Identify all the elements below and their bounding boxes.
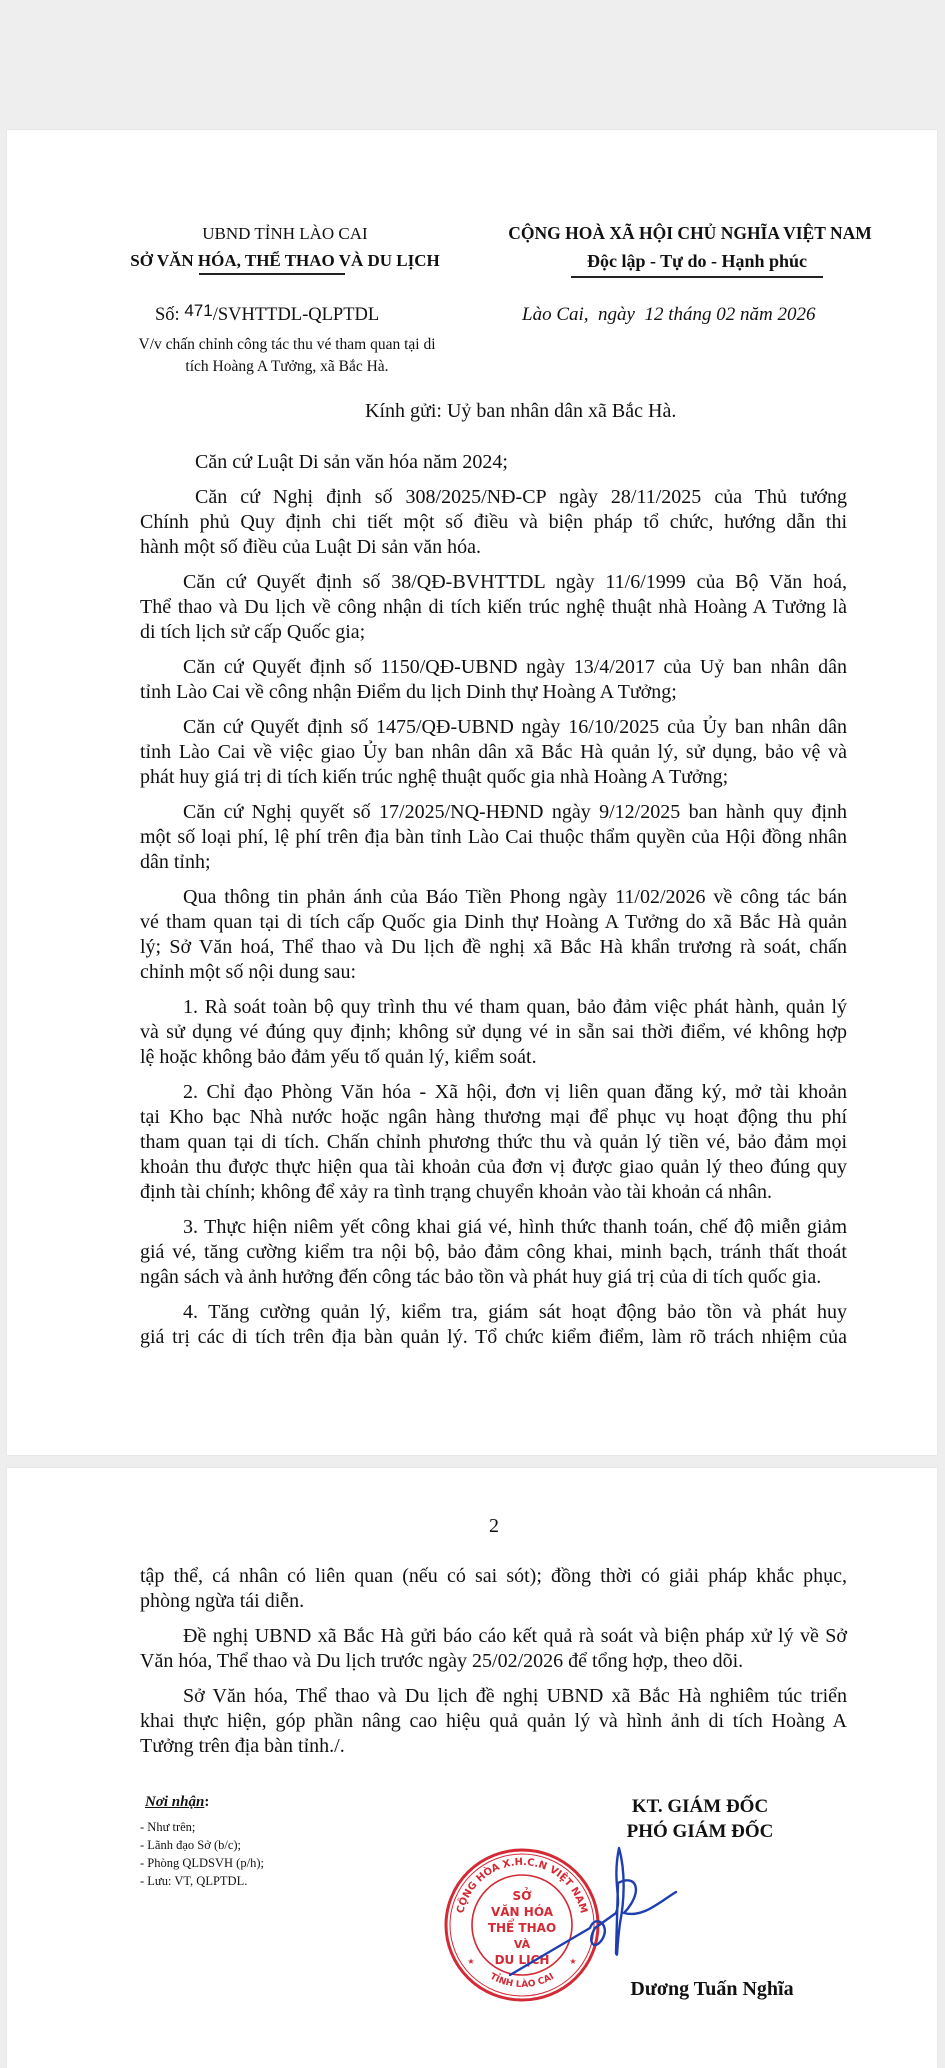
paragraph-line: định tài chính; không để xảy ra tình trạng chuyển khoản vào tài khoản cá nhân. [140,1181,773,1203]
paragraph [140,715,847,790]
paragraph [140,1624,847,1674]
subject-line: tích Hoàng A Tưởng, xã Bắc Hà. [185,358,389,375]
subject-line: V/v chấn chỉnh công tác thu vé tham quan tại di [138,336,436,353]
paragraph [140,885,847,985]
issuing-department: SỞ VĂN HÓA, THỂ THAO VÀ DU LỊCH [130,251,440,270]
stamp-bottom-textpath: TỈNH LÀO CAI [488,1971,556,1991]
paragraph-line: Căn cứ Quyết định số 38/QĐ-BVHTTDL ngày 11/6/1999 của Bộ Văn hoá, [183,571,847,593]
paragraph-line: 1. Rà soát toàn bộ quy trình thu vé tham quan, bảo đảm việc phát hành, quản lý [183,996,847,1018]
paragraph-line: giá vé, tăng cường kiểm tra nội bộ, bảo đảm công khai, minh bạch, tránh thất thoát [140,1241,847,1263]
paragraph [140,800,847,875]
paragraph-line: Căn cứ Luật Di sản văn hóa năm 2024; [195,451,508,473]
paragraph-line: tham quan tại di tích. Chấn chỉnh phương thức thu và quản lý tiền vé, bảo đảm mọi [140,1131,847,1153]
paragraph-line: và sử dụng vé đúng quy định; không sử dụng vé in sẵn sai thời điểm, vé không hợp [140,1021,847,1043]
recipient-item: - Lưu: VT, QLPTDL. [140,1874,248,1888]
document-number-suffix: /SVHTTDL-QLPTDL [212,305,380,325]
paragraph-line: Tưởng trên địa bàn tỉnh./. [140,1735,345,1757]
paragraph [140,995,847,1070]
document-number [155,302,379,328]
stamp-center-line: THỂ THAO [487,1921,557,1935]
paragraph-line: ngân sách và ảnh hưởng đến công tác bảo tồn và phát huy giá trị của di tích quốc gia. [140,1266,822,1288]
stamp-outer-textpath: CỘNG HÒA X.H.C.N VIỆT NAM [455,1856,589,1915]
recipients-title: Nơi nhận [145,1794,205,1810]
paragraph [140,655,847,705]
paragraph-line: Căn cứ Quyết định số 1150/QĐ-UBND ngày 13/4/2017 của Uỷ ban nhân dân [183,656,847,678]
paragraph-line: khoản thu được thực hiện qua tài khoản của đơn vị được giao quản lý theo đúng quy [140,1156,847,1178]
paragraph-line: Căn cứ Quyết định số 1475/QĐ-UBND ngày 16/10/2025 của Ủy ban nhân dân [183,716,847,738]
paragraph-line: phòng ngừa tái diễn. [140,1590,305,1612]
paragraph-line: giá trị các di tích trên địa bàn quản lý. Tổ chức kiểm điểm, làm rõ trách nhiệm của [140,1326,847,1348]
header-left-divider [199,273,345,275]
header-right-divider [571,276,823,278]
national-title: CỘNG HOÀ XÃ HỘI CHỦ NGHĨA VIỆT NAM [508,223,872,243]
paragraph [140,1215,847,1290]
paragraph-line: Căn cứ Nghị định số 308/2025/NĐ-CP ngày 28/11/2025 của Thủ tướng [195,486,847,508]
national-motto: Độc lập - Tự do - Hạnh phúc [586,251,808,271]
paragraph-line: hành một số điều của Luật Di sản văn hóa. [140,536,482,558]
recipients-list [140,1818,264,1890]
recipients-heading [145,1790,209,1814]
paragraph-line: Chính phủ Quy định chi tiết một số điều và biện pháp tổ chức, hướng dẫn thi [140,511,847,533]
paragraph-line: Thể thao và Du lịch về công nhận di tích kiến trúc nghệ thuật nhà Hoàng A Tưởng là [140,596,847,618]
stamp-star-icon: ★ [569,1957,577,1966]
paragraph-line: tập thể, cá nhân có liên quan (nếu có sai sót); đồng thời có giải pháp khắc phục, [140,1565,847,1587]
paragraph-line: một số loại phí, lệ phí trên địa bàn tỉnh Lào Cai thuộc thẩm quyền của Hội đồng nhân [140,826,847,848]
paragraph-line: lệ hoặc không bảo đảm yếu tố quản lý, kiểm soát. [140,1046,537,1068]
stamp-center-line: DU LỊCH [494,1953,550,1967]
paragraph [140,1300,847,1350]
stamp-center-line: VĂN HÓA [490,1905,554,1919]
paragraph [140,1684,847,1759]
page-1-body [140,450,847,1350]
recipient-line: Kính gửi: Uỷ ban nhân dân xã Bắc Hà. [365,400,677,422]
paragraph-line: Văn hóa, Thể thao và Du lịch trước ngày 25/02/2026 để tổng hợp, theo dõi. [140,1650,744,1672]
paragraph-line: tại Kho bạc Nhà nước hoặc ngân hàng thương mại để phục vụ hoạt động thu phí [140,1106,847,1128]
paragraph-line: dân tỉnh; [140,851,211,873]
document-number-prefix: Số: [155,305,180,325]
paragraph-line: lý; Sở Văn hoá, Thể thao và Du lịch đề nghị xã Bắc Hà khẩn trương rà soát, chấn [140,936,847,958]
document-subject [139,334,436,378]
paragraph-line: Căn cứ Nghị quyết số 17/2025/NQ-HĐND ngày 9/12/2025 ban hành quy định [183,801,847,823]
paragraph-line: 4. Tăng cường quản lý, kiểm tra, giám sát hoạt động bảo tồn và phát huy [183,1301,847,1323]
recipients-colon: : [204,1794,210,1810]
paragraph [140,1564,847,1614]
paragraph-line: Đề nghị UBND xã Bắc Hà gửi báo cáo kết quả rà soát và biện pháp xử lý về Sở [183,1625,847,1647]
document-number-value: 471 [184,301,213,320]
document-date: Lào Cai, ngày 12 tháng 02 năm 2026 [522,304,816,325]
paragraph-line: tỉnh Lào Cai về việc giao Ủy ban nhân dân xã Bắc Hà quản lý, sử dụng, bảo vệ và [140,741,847,763]
stamp-center-line: SỞ [512,1889,532,1903]
paragraph-line: 2. Chỉ đạo Phòng Văn hóa - Xã hội, đơn vị liên quan đăng ký, mở tài khoản [183,1081,847,1103]
stamp-star-icon: ★ [467,1957,475,1966]
paragraph [140,450,847,475]
signer-title-2: PHÓ GIÁM ĐỐC [626,1821,774,1842]
signer-title-1: KT. GIÁM ĐỐC [631,1796,769,1817]
stamp-center-line: VÀ [513,1938,531,1951]
paragraph [140,570,847,645]
page-number: 2 [489,1515,499,1537]
signer-name: Dương Tuấn Nghĩa [630,1978,794,2000]
paragraph-line: tỉnh Lào Cai về công nhận Điểm du lịch Dinh thự Hoàng A Tưởng; [140,681,677,703]
recipient-item: - Phòng QLDSVH (p/h); [140,1856,264,1870]
issuing-authority: UBND TỈNH LÀO CAI [202,224,368,243]
paragraph [140,485,847,560]
paragraph-line: Sở Văn hóa, Thể thao và Du lịch đề nghị UBND xã Bắc Hà nghiêm túc triển [183,1685,847,1707]
paragraph-line: phát huy giá trị di tích kiến trúc nghệ thuật quốc gia nhà Hoàng A Tưởng; [140,766,729,788]
paragraph-line: 3. Thực hiện niêm yết công khai giá vé, hình thức thanh toán, chế độ miễn giảm [183,1216,847,1238]
paragraph-line: chỉnh một số nội dung sau: [140,961,357,983]
paragraph-line: vé tham quan tại di tích cấp Quốc gia Dinh thự Hoàng A Tưởng do xã Bắc Hà quản [140,911,847,933]
paragraph [140,1080,847,1205]
paragraph-line: khai thực hiện, góp phần nâng cao hiệu quả quản lý và hình ảnh di tích Hoàng A [140,1710,847,1732]
paragraph-line: Qua thông tin phản ánh của Báo Tiền Phong ngày 11/02/2026 về công tác bán [183,886,847,908]
recipient-item: - Lãnh đạo Sở (b/c); [140,1838,242,1852]
recipient-item: - Như trên; [140,1820,196,1834]
page-2-body [140,1564,847,1759]
paragraph-line: di tích lịch sử cấp Quốc gia; [140,621,366,643]
